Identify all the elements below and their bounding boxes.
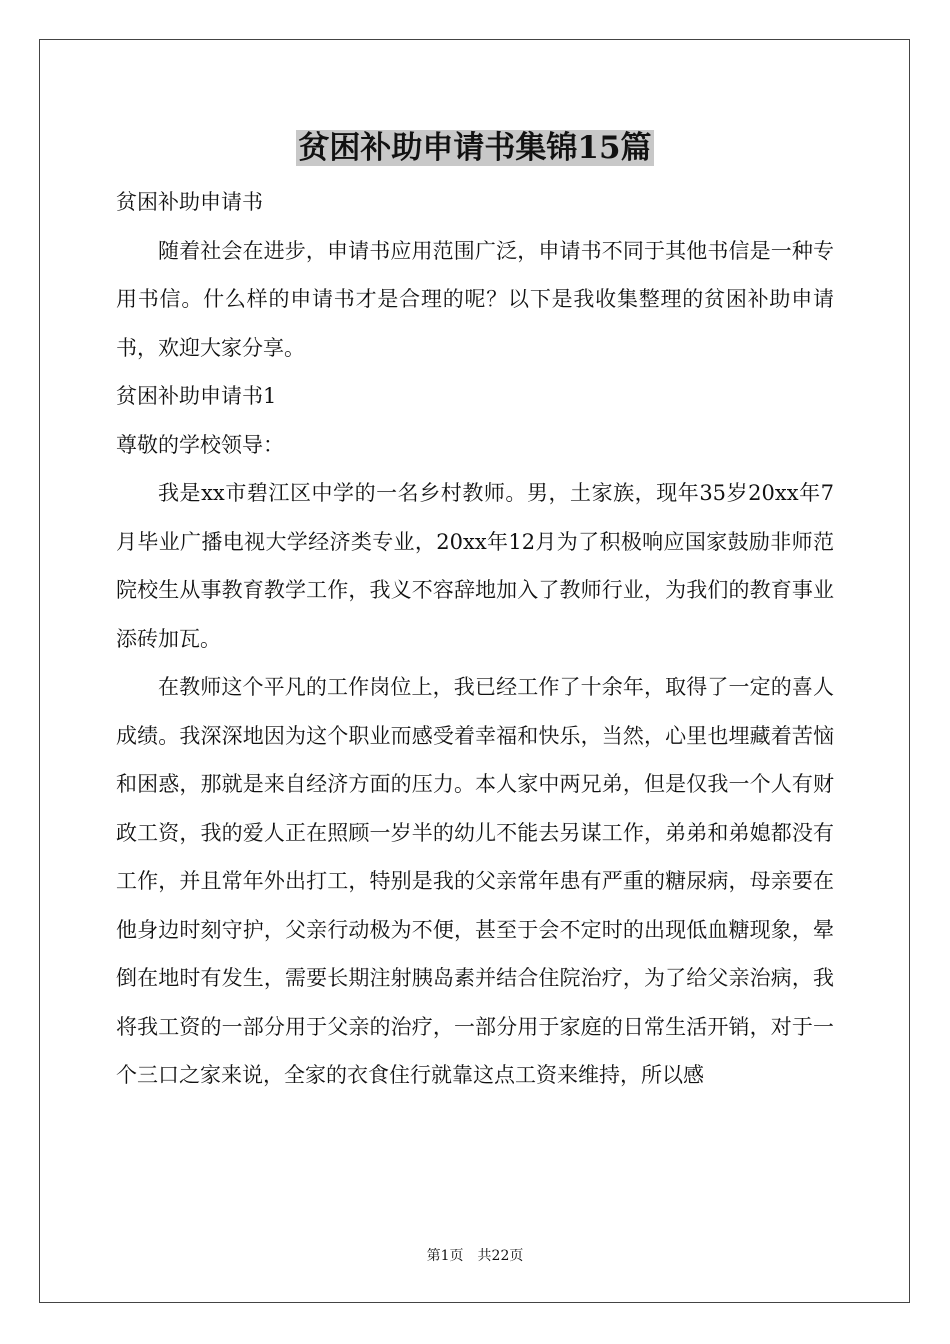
page-number: 第1页 [426,1248,464,1264]
document-title [0,124,950,172]
document-body [116,178,834,1100]
paragraph: 贫困补助申请书 [116,190,263,214]
paragraph: 随着社会在进步，申请书应用范围广泛，申请书不同于其他书信是一种专用书信。什么样的申请书才是合理的呢？以下是我收集整理的贫困补助申请书，欢迎大家分享。 [116,238,834,360]
paragraph: 我是xx市碧江区中学的一名乡村教师。男，土家族，现年35岁20xx年7月毕业广播电视大学经济类专业，20xx年12月为了积极响应国家鼓励非师范院校生从事教育教学工作，我义不容辞地加入了教师行业，为我们的教育事业添砖加瓦。 [116,481,834,651]
page-footer [0,1246,950,1266]
paragraph: 尊敬的学校领导： [116,432,284,457]
paragraph: 在教师这个平凡的工作岗位上，我已经工作了十余年，取得了一定的喜人成绩。我深深地因为这个职业而感受着幸福和快乐，当然，心里也埋藏着苦恼和困惑，那就是来自经济方面的压力。本人家中两兄弟，但是仅我一个人有财政工资，我的爱人正在照顾一岁半的幼儿不能去另谋工作，弟弟和弟媳都没有工作，并且常年外出打工，特别是我的父亲常年患有严重的糖尿病，母亲要在他身边时刻守护，父亲行动极为不便，甚至于会不定时的出现低血糖现象，晕倒在地时有发生，需要长期注射胰岛素并结合住院治疗，为了给父亲治病，我将我工资的一部分用于父亲的治疗，一部分用于家庭的日常生活开销，对于一个三口之家来说，全家的衣食住行就靠这点工资来维持，所以感 [116,675,834,1087]
page-total: 共22页 [477,1248,524,1264]
document-title-text: 贫困补助申请书集锦15篇 [298,130,652,166]
paragraph: 贫困补助申请书1 [116,384,277,408]
